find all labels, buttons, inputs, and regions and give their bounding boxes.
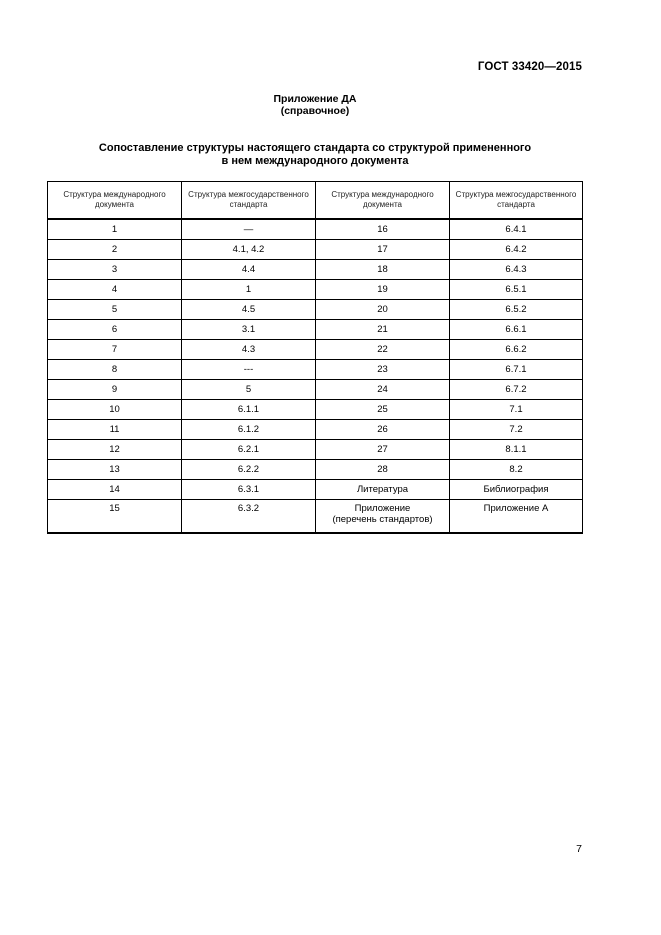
cell-std: Библиография bbox=[450, 480, 583, 500]
cell-intl: 20 bbox=[316, 300, 450, 320]
table-row bbox=[48, 420, 583, 440]
table-row bbox=[48, 440, 583, 460]
cell-intl: 28 bbox=[316, 460, 450, 480]
cell-intl: 7 bbox=[48, 340, 182, 360]
cell-intl: 9 bbox=[48, 380, 182, 400]
table-title-line-1: Сопоставление структуры настоящего стандарта со структурой примененного bbox=[98, 142, 532, 154]
cell-std: 4.5 bbox=[182, 300, 316, 320]
cell-std: --- bbox=[182, 360, 316, 380]
table-title bbox=[0, 142, 630, 168]
cell-intl: 13 bbox=[48, 460, 182, 480]
annex-subtitle: (справочное) bbox=[280, 105, 350, 117]
table-row bbox=[48, 260, 583, 280]
cell-intl: 15 bbox=[48, 500, 182, 534]
cell-intl: 8 bbox=[48, 360, 182, 380]
cell-intl: 16 bbox=[316, 219, 450, 240]
table-row bbox=[48, 460, 583, 480]
cell-std: 6.7.2 bbox=[450, 380, 583, 400]
cell-std: 8.2 bbox=[450, 460, 583, 480]
table-row bbox=[48, 219, 583, 240]
comparison-table bbox=[47, 181, 583, 534]
cell-intl-line-1: Приложение bbox=[354, 503, 411, 514]
cell-std: — bbox=[182, 219, 316, 240]
table-header-row bbox=[48, 182, 583, 220]
cell-intl: 2 bbox=[48, 240, 182, 260]
cell-intl: 25 bbox=[316, 400, 450, 420]
cell-std: 6.6.1 bbox=[450, 320, 583, 340]
cell-intl: 18 bbox=[316, 260, 450, 280]
cell-intl: 5 bbox=[48, 300, 182, 320]
table-title-line-2: в нем международного документа bbox=[221, 155, 409, 167]
cell-std: Приложение А bbox=[450, 500, 583, 534]
cell-intl-line-2: (перечень стандартов) bbox=[332, 514, 433, 525]
cell-std: 6.1.1 bbox=[182, 400, 316, 420]
header-interstate-std-2: Структура межгосударственного стандарта bbox=[450, 182, 583, 220]
table-row bbox=[48, 400, 583, 420]
cell-std: 7.1 bbox=[450, 400, 583, 420]
cell-std: 4.1, 4.2 bbox=[182, 240, 316, 260]
cell-std: 6.2.1 bbox=[182, 440, 316, 460]
cell-intl: 6 bbox=[48, 320, 182, 340]
cell-std: 6.5.1 bbox=[450, 280, 583, 300]
cell-intl: 12 bbox=[48, 440, 182, 460]
cell-std: 6.6.2 bbox=[450, 340, 583, 360]
cell-intl: 3 bbox=[48, 260, 182, 280]
cell-std: 6.2.2 bbox=[182, 460, 316, 480]
table-row bbox=[48, 360, 583, 380]
table-row bbox=[48, 280, 583, 300]
cell-std: 3.1 bbox=[182, 320, 316, 340]
header-intl-doc-2: Структура международного документа bbox=[316, 182, 450, 220]
cell-std: 6.4.2 bbox=[450, 240, 583, 260]
cell-std: 1 bbox=[182, 280, 316, 300]
cell-std: 6.4.1 bbox=[450, 219, 583, 240]
table-row bbox=[48, 300, 583, 320]
cell-intl: 23 bbox=[316, 360, 450, 380]
cell-std: 5 bbox=[182, 380, 316, 400]
cell-intl bbox=[316, 500, 450, 534]
cell-intl: 19 bbox=[316, 280, 450, 300]
cell-intl: 14 bbox=[48, 480, 182, 500]
cell-intl: 10 bbox=[48, 400, 182, 420]
cell-std: 8.1.1 bbox=[450, 440, 583, 460]
annex-title: Приложение ДА bbox=[273, 93, 357, 105]
cell-intl: 1 bbox=[48, 219, 182, 240]
cell-std: 6.3.2 bbox=[182, 500, 316, 534]
cell-std: 4.3 bbox=[182, 340, 316, 360]
cell-intl: Литература bbox=[316, 480, 450, 500]
table-row bbox=[48, 320, 583, 340]
cell-std: 7.2 bbox=[450, 420, 583, 440]
table-row bbox=[48, 240, 583, 260]
cell-intl: 4 bbox=[48, 280, 182, 300]
cell-intl: 17 bbox=[316, 240, 450, 260]
cell-std: 6.7.1 bbox=[450, 360, 583, 380]
header-interstate-std-1: Структура межгосударственного стандарта bbox=[182, 182, 316, 220]
cell-intl: 22 bbox=[316, 340, 450, 360]
cell-intl: 11 bbox=[48, 420, 182, 440]
document-code: ГОСТ 33420—2015 bbox=[477, 61, 582, 73]
table-row bbox=[48, 500, 583, 534]
cell-std: 4.4 bbox=[182, 260, 316, 280]
cell-intl: 21 bbox=[316, 320, 450, 340]
cell-std: 6.3.1 bbox=[182, 480, 316, 500]
cell-std: 6.1.2 bbox=[182, 420, 316, 440]
cell-intl: 27 bbox=[316, 440, 450, 460]
table-row bbox=[48, 480, 583, 500]
cell-std: 6.4.3 bbox=[450, 260, 583, 280]
header-intl-doc-1: Структура международного документа bbox=[48, 182, 182, 220]
cell-intl: 24 bbox=[316, 380, 450, 400]
cell-intl: 26 bbox=[316, 420, 450, 440]
table-row bbox=[48, 340, 583, 360]
table-row bbox=[48, 380, 583, 400]
cell-std: 6.5.2 bbox=[450, 300, 583, 320]
page-number: 7 bbox=[576, 843, 582, 855]
